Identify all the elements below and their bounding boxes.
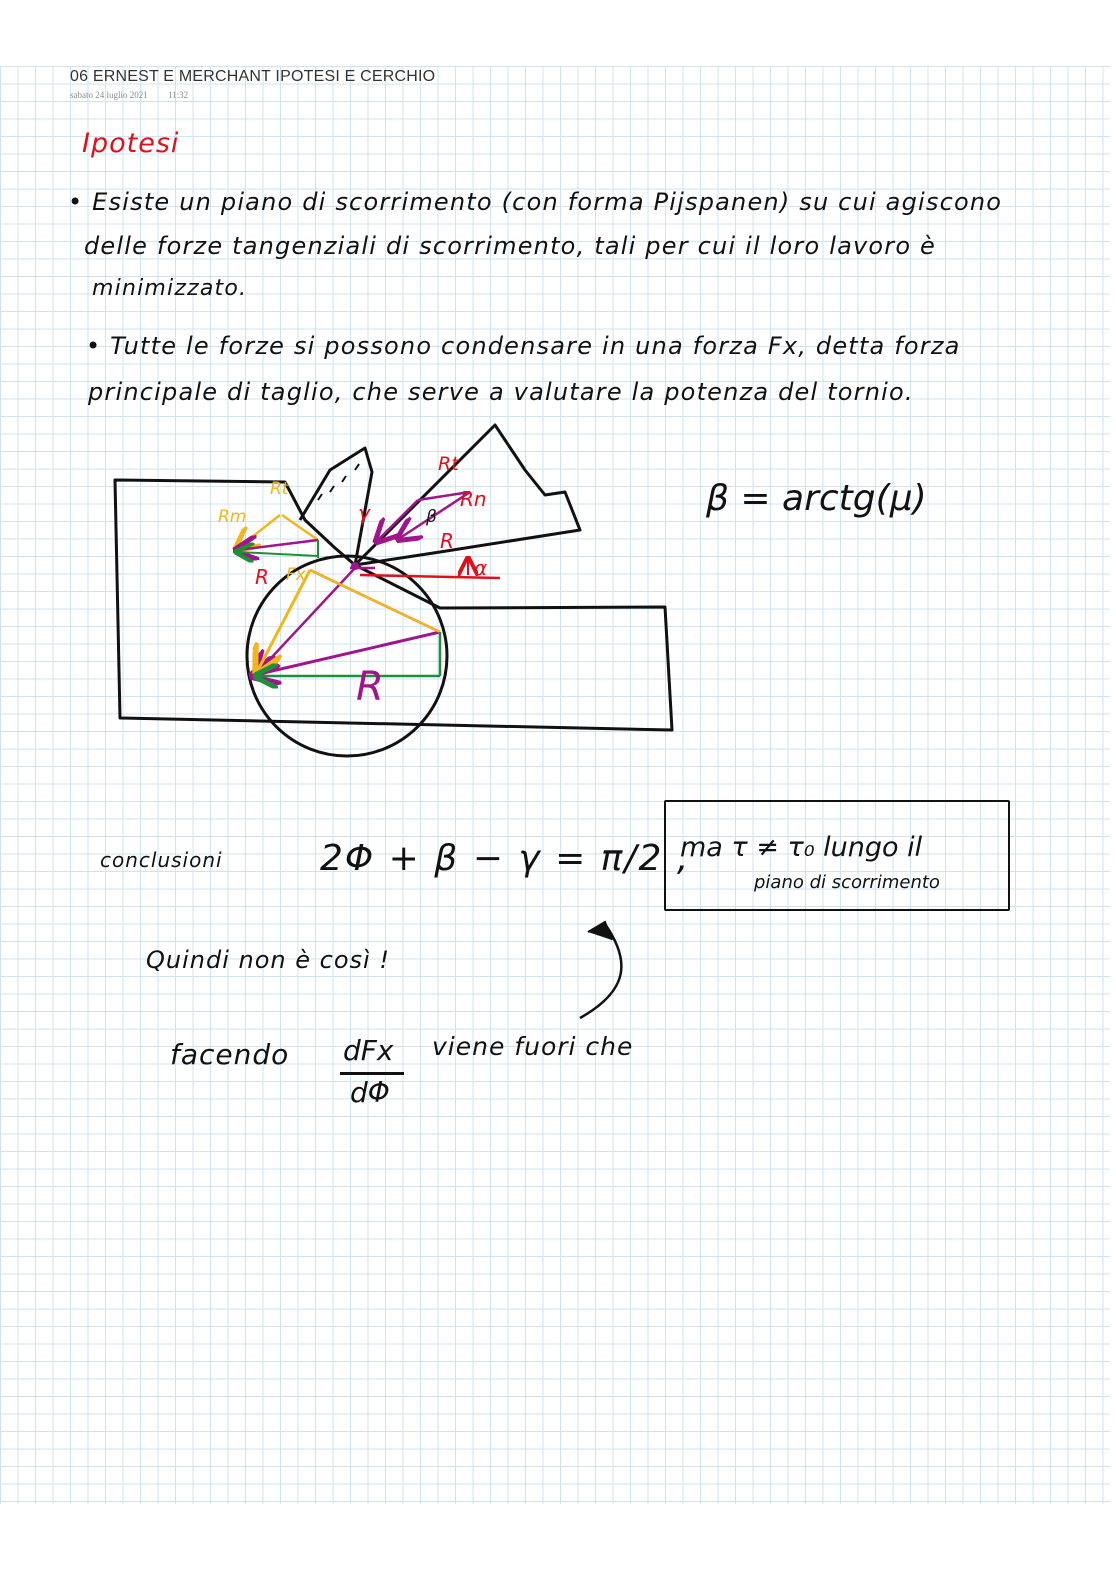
- magenta-r-left: [238, 540, 318, 550]
- merchant-circle: [247, 556, 447, 756]
- label-r-small: R: [440, 529, 454, 553]
- label-r-left: R: [255, 565, 269, 589]
- label-r-big: R: [356, 664, 384, 710]
- label-rm: Rm: [218, 507, 247, 527]
- page-title: 06 ERNEST E MERCHANT IPOTESI E CERCHIO: [70, 68, 436, 85]
- derivative-denominator: dΦ: [350, 1076, 390, 1109]
- viene-fuori-text: viene fuori che: [432, 1032, 634, 1061]
- page-date: sabato 24 luglio 2021: [70, 90, 148, 100]
- label-gamma: γ: [358, 501, 370, 525]
- label-rn: Rn: [460, 487, 487, 511]
- bullet1-line1: • Esiste un piano di scorrimento (con forma Pijspanen) su cui agiscono: [68, 188, 1003, 216]
- quindi-text: Quindi non è così !: [146, 946, 390, 974]
- magenta-r-big: [255, 632, 440, 675]
- beta-formula: β = arctg(μ): [706, 478, 927, 519]
- label-beta: β: [426, 507, 437, 527]
- conclusion-formula: 2Φ + β − γ = π/2 ,: [320, 838, 691, 879]
- page-time: 11:32: [168, 90, 189, 100]
- bullet2-line2: principale di taglio, che serve a valutare la potenza del tornio.: [88, 378, 914, 406]
- conclusion-label: conclusioni: [100, 848, 223, 872]
- tool-tip-point: [351, 562, 359, 570]
- green-horizontal-left: [238, 552, 318, 556]
- bullet1-line3: minimizzato.: [92, 276, 248, 301]
- r-small-vector: [378, 500, 418, 540]
- derivative-numerator: dFx: [343, 1034, 394, 1067]
- heading-ipotesi: Ipotesi: [82, 128, 180, 159]
- yellow-big-2: [310, 570, 440, 632]
- label-rt-left: Rt: [270, 479, 289, 499]
- label-rt-top: Rt: [438, 453, 459, 475]
- fraction-bar: [340, 1072, 404, 1075]
- workpiece-outline: [115, 480, 672, 730]
- label-alpha: α: [474, 556, 488, 580]
- tau-condition-box: [664, 800, 1010, 911]
- label-fx: Fx: [286, 565, 306, 585]
- curved-arrow: [560, 910, 640, 1030]
- tau-condition-line2: piano di scorrimento: [754, 872, 940, 893]
- bullet2-line1: • Tutte le forze si possono condensare in una forza Fx, detta forza: [86, 332, 961, 360]
- bullet1-line2: delle forze tangenziali di scorrimento, tali per cui il loro lavoro è: [84, 232, 937, 260]
- tau-condition-line1: ma τ ≠ τ₀ lungo il: [680, 832, 923, 863]
- facendo-text: facendo: [170, 1038, 290, 1071]
